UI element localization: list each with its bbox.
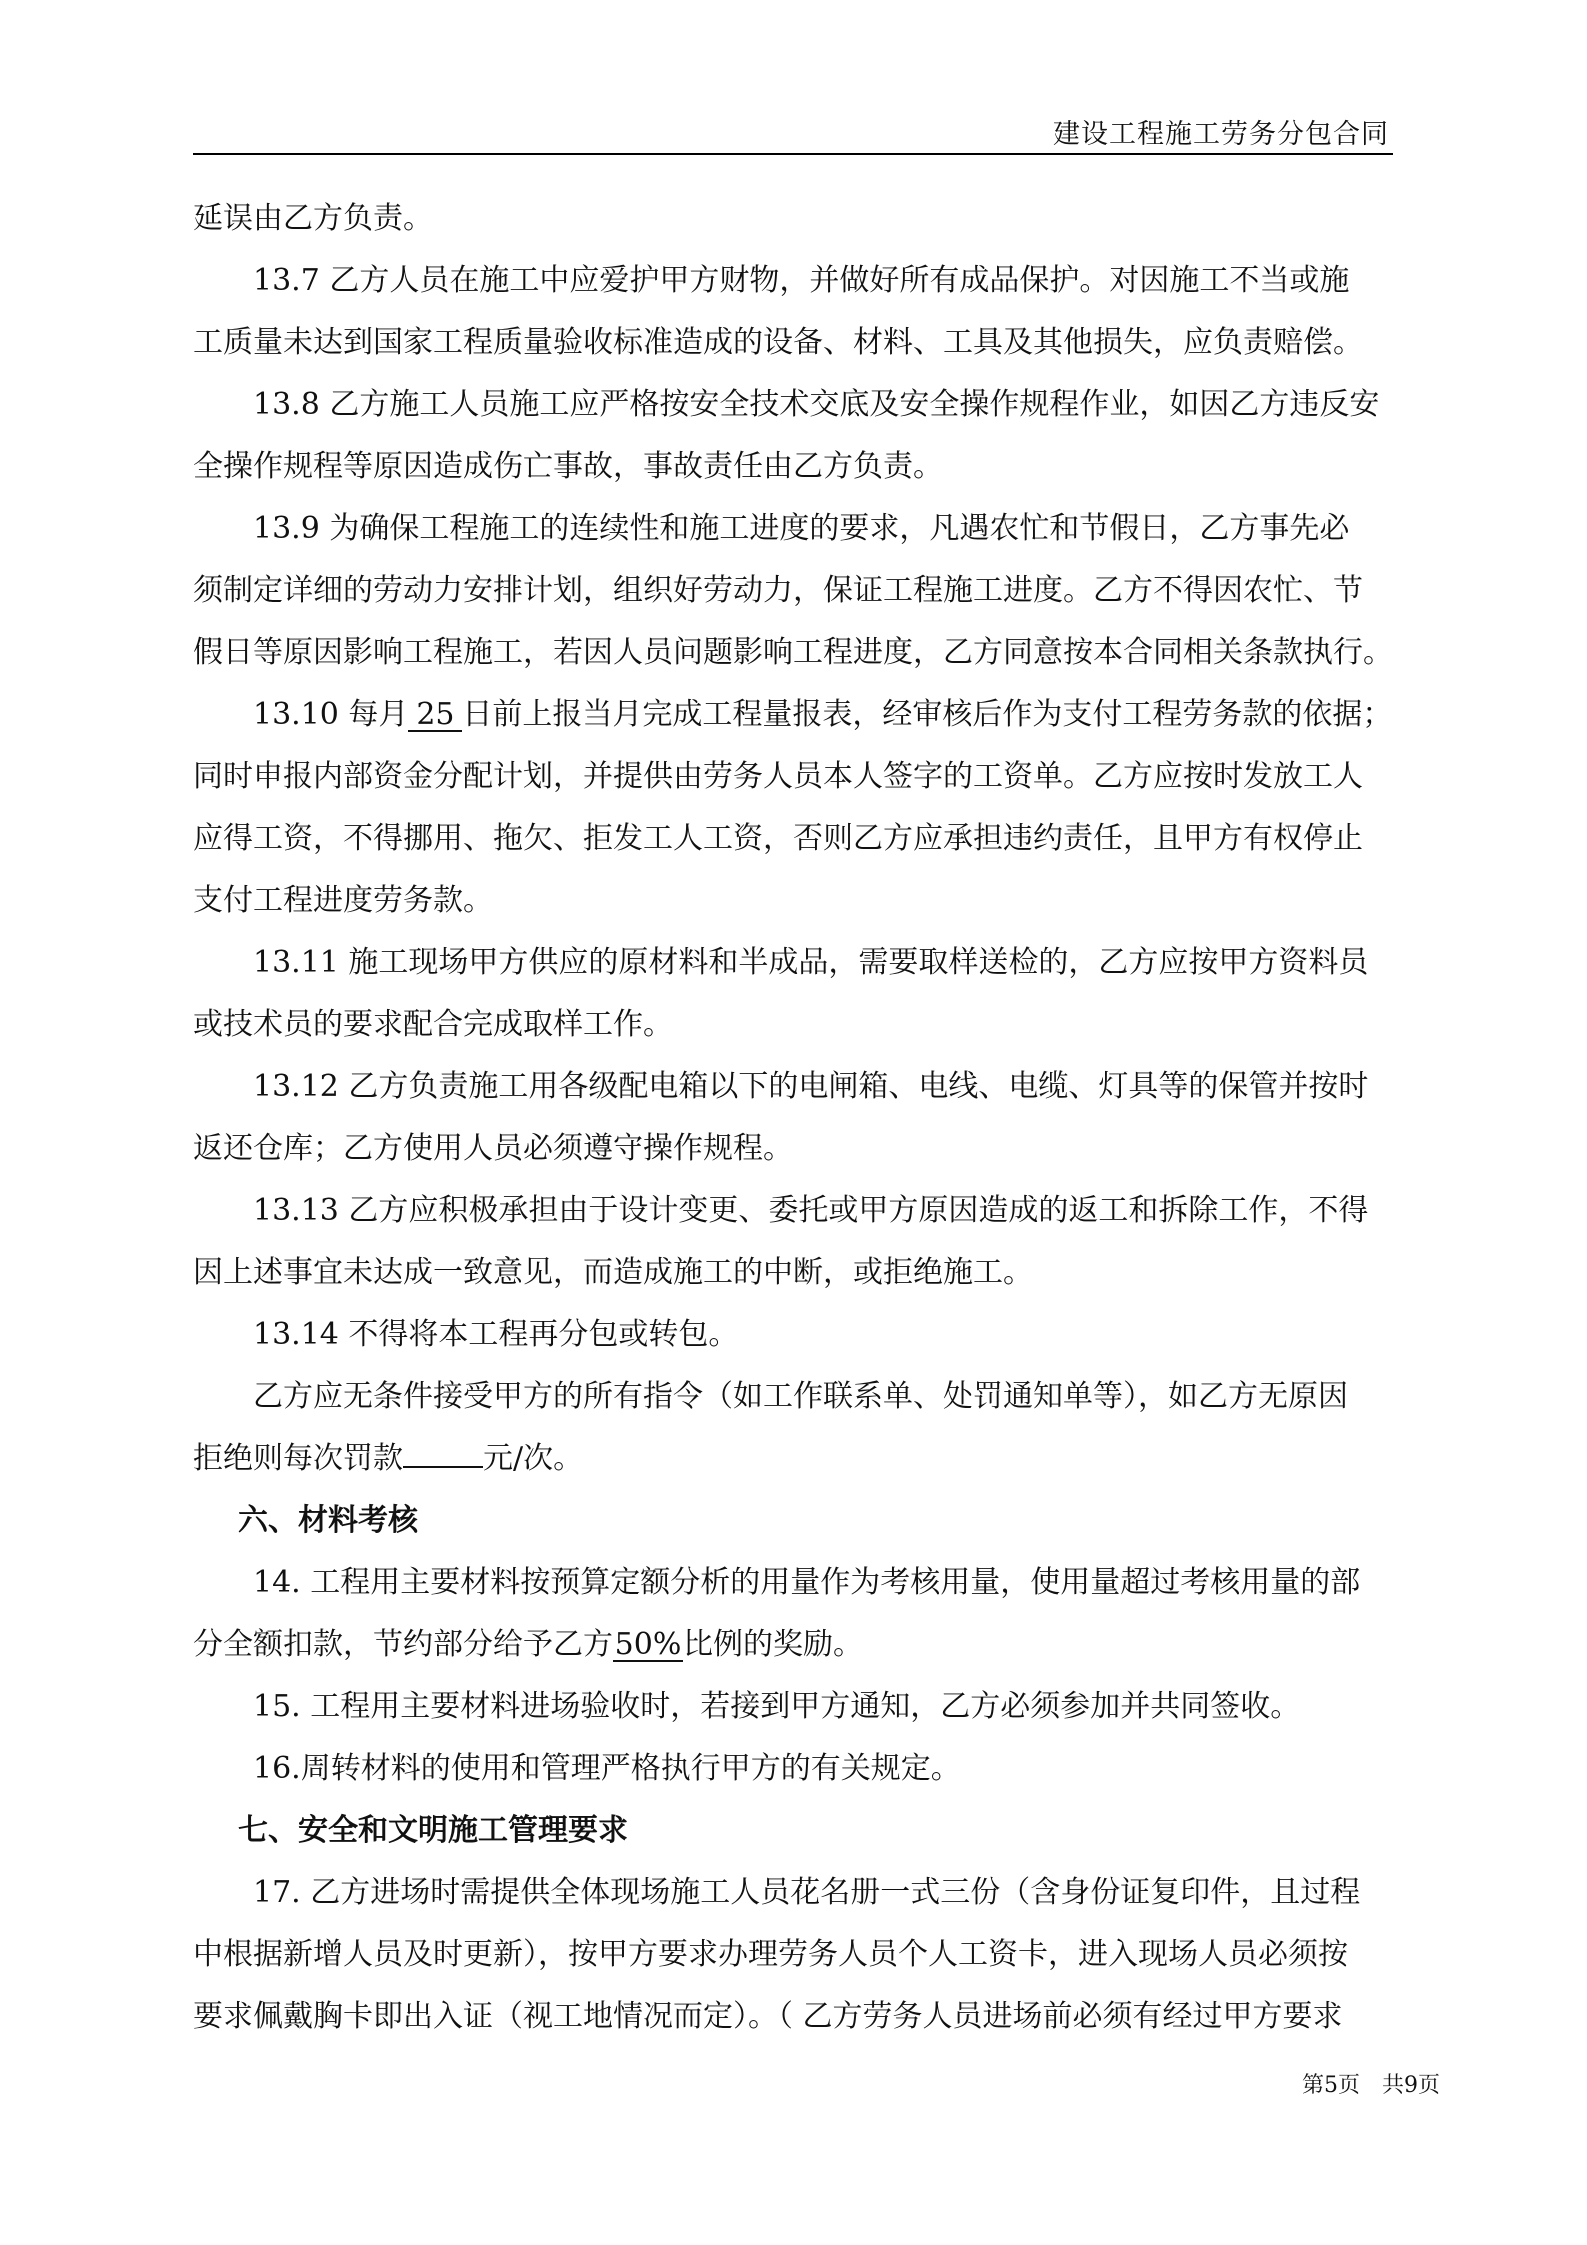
clause-line: 或技术员的要求配合完成取样工作。 <box>193 1007 673 1042</box>
clause-line: 13.13 乙方应积极承担由于设计变更、委托或甲方原因造成的返工和拆除工作，不得 <box>253 1193 1369 1228</box>
clause-line: 应得工资，不得挪用、拖欠、拒发工人工资，否则乙方应承担违约责任，且甲方有权停止 <box>193 821 1363 856</box>
clause-line: 支付工程进度劳务款。 <box>193 883 493 918</box>
clause-13-12 <box>193 1056 1433 1180</box>
penalty-amount-blank <box>403 1440 483 1468</box>
underlined-reward-ratio: 50% <box>614 1627 682 1662</box>
clause-text: 比例的奖励。 <box>683 1627 863 1662</box>
clause-line: 返还仓库；乙方使用人员必须遵守操作规程。 <box>193 1131 793 1166</box>
clause-line: 13.12 乙方负责施工用各级配电箱以下的电闸箱、电线、电缆、灯具等的保管并按时 <box>253 1069 1369 1104</box>
clause-line: 中根据新增人员及时更新），按甲方要求办理劳务人员个人工资卡，进入现场人员必须按 <box>193 1937 1348 1972</box>
page-number: 第5页 <box>1302 2073 1360 2098</box>
clause-16: 16.周转材料的使用和管理严格执行甲方的有关规定。 <box>253 1751 961 1786</box>
clause-13-14: 13.14 不得将本工程再分包或转包。 <box>253 1317 739 1352</box>
clause-line: 14. 工程用主要材料按预算定额分析的用量作为考核用量，使用量超过考核用量的部 <box>253 1565 1361 1600</box>
clause-line <box>193 1428 1433 1490</box>
clause-line: 须制定详细的劳动力安排计划，组织好劳动力，保证工程施工进度。乙方不得因农忙、节 <box>193 573 1363 608</box>
clause-15: 15. 工程用主要材料进场验收时，若接到甲方通知，乙方必须参加并共同签收。 <box>253 1689 1301 1724</box>
clause-text: 分全额扣款，节约部分给予乙方 <box>193 1627 613 1662</box>
clause-line: 假日等原因影响工程施工，若因人员问题影响工程进度，乙方同意按本合同相关条款执行。 <box>193 635 1393 670</box>
page-total: 共9页 <box>1382 2073 1440 2098</box>
clause-line: 乙方应无条件接受甲方的所有指令（如工作联系单、处罚通知单等），如乙方无原因 <box>253 1379 1348 1414</box>
clause-line <box>193 1614 1433 1676</box>
header-divider <box>193 153 1393 155</box>
clause-13-7 <box>193 250 1433 374</box>
section-heading-materials: 六、材料考核 <box>238 1503 418 1538</box>
clause-text: 13.10 每月 <box>253 697 409 732</box>
section-heading-safety: 七、安全和文明施工管理要求 <box>238 1813 628 1848</box>
clause-14 <box>193 1552 1433 1676</box>
clause-13-11 <box>193 932 1433 1056</box>
clause-line: 13.7 乙方人员在施工中应爱护甲方财物，并做好所有成品保护。对因施工不当或施 <box>253 263 1350 298</box>
document-header-title: 建设工程施工劳务分包合同 <box>1053 119 1389 150</box>
clause-13-6-continuation: 延误由乙方负责。 <box>193 201 433 236</box>
document-body <box>193 188 1433 2048</box>
clause-line: 要求佩戴胸卡即出入证（视工地情况而定）。（ 乙方劳务人员进场前必须有经过甲方要求 <box>193 1999 1343 2034</box>
underlined-day-value: 25 <box>408 700 462 732</box>
penalty-clause <box>193 1366 1433 1490</box>
clause-text: 元/次。 <box>483 1441 584 1476</box>
clause-line: 13.11 施工现场甲方供应的原材料和半成品，需要取样送检的，乙方应按甲方资料员 <box>253 945 1369 980</box>
clause-text: 拒绝则每次罚款 <box>193 1441 403 1476</box>
clause-line: 17. 乙方进场时需提供全体现场施工人员花名册一式三份（含身份证复印件，且过程 <box>253 1875 1361 1910</box>
clause-13-9 <box>193 498 1433 684</box>
clause-line: 全操作规程等原因造成伤亡事故，事故责任由乙方负责。 <box>193 449 943 484</box>
clause-text: 日前上报当月完成工程量报表，经审核后作为支付工程劳务款的依据； <box>462 697 1393 732</box>
clause-13-13 <box>193 1180 1433 1304</box>
clause-line: 13.8 乙方施工人员施工应严格按安全技术交底及安全操作规程作业，如因乙方违反安 <box>253 387 1380 422</box>
clause-line: 因上述事宜未达成一致意见，而造成施工的中断，或拒绝施工。 <box>193 1255 1033 1290</box>
clause-line: 工质量未达到国家工程质量验收标准造成的设备、材料、工具及其他损失，应负责赔偿。 <box>193 325 1363 360</box>
clause-17 <box>193 1862 1433 2048</box>
clause-13-8 <box>193 374 1433 498</box>
clause-line <box>193 684 1433 746</box>
clause-line: 13.9 为确保工程施工的连续性和施工进度的要求，凡遇农忙和节假日，乙方事先必 <box>253 511 1350 546</box>
clause-13-10 <box>193 684 1433 932</box>
page-footer <box>1302 2068 1440 2099</box>
clause-line: 同时申报内部资金分配计划，并提供由劳务人员本人签字的工资单。乙方应按时发放工人 <box>193 759 1363 794</box>
